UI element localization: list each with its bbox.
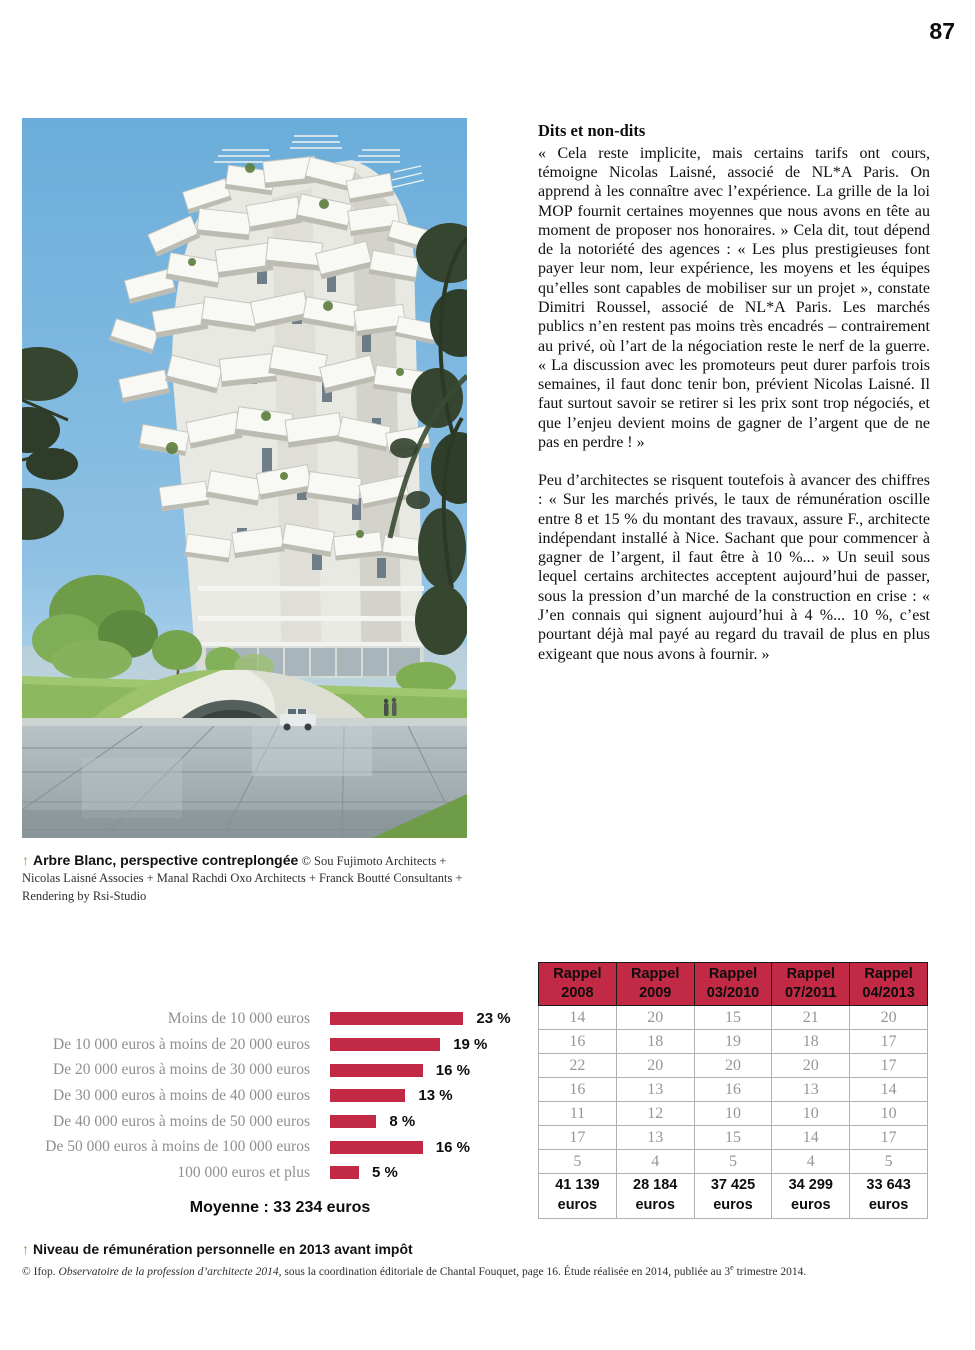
table-cell: 10: [772, 1102, 850, 1126]
table-cell: 20: [772, 1054, 850, 1078]
photo-caption-credits: © Sou Fujimoto Architects + Nicolas Laisné Associes + Manal Rachdi Oxo Architects + Franck Boutté Consultants + Rendering by Rsi-Studio: [22, 854, 463, 903]
table-cell: 15: [694, 1126, 772, 1150]
table-cell: 20: [694, 1054, 772, 1078]
chart-row-label: De 40 000 euros à moins de 50 000 euros: [53, 1112, 310, 1130]
table-cell: 22: [539, 1054, 617, 1078]
table-cell: 5: [850, 1150, 928, 1174]
chart-row-value: 13 %: [418, 1087, 453, 1105]
table-cell: 16: [694, 1078, 772, 1102]
chart-row-bar: [330, 1064, 423, 1077]
rappel-table-body: [539, 1006, 928, 1174]
chart-row-bar: [330, 1089, 405, 1102]
table-cell: 17: [539, 1126, 617, 1150]
table-header-cell: Rappel 07/2011: [772, 963, 850, 1006]
table-cell: 18: [616, 1030, 694, 1054]
table-cell: 14: [850, 1078, 928, 1102]
chart-row-bar: [330, 1141, 423, 1154]
table-header-row: [539, 963, 928, 1006]
footnote-credit-prefix: © Ifop.: [22, 1265, 59, 1278]
footnote-credit: [22, 1263, 962, 1278]
table-row: [539, 1078, 928, 1102]
table-cell: 5: [539, 1150, 617, 1174]
chart-row-value: 8 %: [389, 1113, 416, 1131]
table-row: [539, 1102, 928, 1126]
income-chart: [22, 1006, 538, 1217]
table-row: [539, 1126, 928, 1150]
chart-row: [22, 1032, 538, 1058]
chart-row-value: 19 %: [453, 1036, 488, 1054]
footnote-title-line: [22, 1241, 962, 1259]
chart-row-value: 23 %: [476, 1010, 511, 1028]
footnote-title: Niveau de rémunération personnelle en 2013 avant impôt: [33, 1241, 413, 1257]
income-chart-rows: [22, 1006, 538, 1186]
table-cell: 13: [772, 1078, 850, 1102]
table-cell: 14: [772, 1126, 850, 1150]
chart-row: [22, 1083, 538, 1109]
photo-caption: [22, 851, 474, 905]
chart-average: Moyenne : 33 234 euros: [189, 1198, 371, 1216]
table-cell: 17: [850, 1030, 928, 1054]
article-paragraph-2: Peu d’architectes se risquent toutefois à avancer des chiffres : « Sur les marchés privés, le taux de rémunération oscille entre 8 et 15 % du montant des travaux, assure F., architecte indépendant installé à Nice. Sachant que pour commencer à gagner de l’argent, il faut être à 10 %... » Un seuil sous lequel certains architectes acceptent aujourd’hui de passer, sous la pression d’un marché de la construction en crise : « J’en connais qui signent aujourd’hui à 4 %... 10 %, c’est pourtant déjà mal payé au regard du travail de plus en plus exigeant que nous avons à fournir. »: [538, 472, 930, 663]
table-row: [539, 1150, 928, 1174]
table-header-cell: Rappel 2009: [616, 963, 694, 1006]
page-number: 87: [929, 18, 955, 44]
table-cell: 16: [539, 1030, 617, 1054]
table-footer-cell: 37 425 euros: [694, 1174, 772, 1219]
chart-row-label: De 50 000 euros à moins de 100 000 euros: [45, 1138, 310, 1156]
table-cell: 14: [539, 1006, 617, 1030]
up-arrow-icon: ↑: [22, 1241, 29, 1257]
table-footer-cell: 33 643 euros: [850, 1174, 928, 1219]
building-photo: [22, 118, 467, 838]
footnote-credit-end: trimestre 2014.: [733, 1265, 807, 1278]
table-cell: 4: [772, 1150, 850, 1174]
table-cell: 20: [616, 1006, 694, 1030]
chart-row-bar: [330, 1166, 359, 1179]
table-cell: 11: [539, 1102, 617, 1126]
chart-row-value: 16 %: [435, 1138, 470, 1156]
table-cell: 21: [772, 1006, 850, 1030]
table-header-cell: Rappel 03/2010: [694, 963, 772, 1006]
rappel-table: [538, 962, 928, 1219]
table-row: [539, 1006, 928, 1030]
table-cell: 13: [616, 1126, 694, 1150]
chart-row-label: De 20 000 euros à moins de 30 000 euros: [53, 1061, 310, 1079]
table-cell: 20: [850, 1006, 928, 1030]
table-cell: 20: [616, 1054, 694, 1078]
table-cell: 12: [616, 1102, 694, 1126]
table-cell: 16: [539, 1078, 617, 1102]
table-row: [539, 1054, 928, 1078]
table-cell: 18: [772, 1030, 850, 1054]
article-paragraph-1: « Cela reste implicite, mais certains tarifs ont cours, témoigne Nicolas Laisné, associé de NL*A Paris. On apprend à les connaître avec l’expérience. La grille de la loi MOP fournit certaines moyennes que nous avons en tête au moment de proposer nos honoraires. » Cela dit, tout dépend de la notoriété des agences : « Les plus prestigieuses font payer leur nom, leur expérience, les moyens et les équipes qu’elles sont capables de mobiliser sur un projet », constate Dimitri Roussel, associé de NL*A Paris. Les marchés publics n’en restent pas moins très encadrés – contrairement au privé, où l’art de la négociation reste le nerf de la guerre. « La discussion avec les promoteurs peut durer parfois trois semaines, il faut donc tenir bon, prévient Nicolas Laisné. Il faut surtout savoir se retirer si les prix sont trop négociés, et que l’enjeu devient moins de gagner de l’argent que de ne pas en perdre ! »: [538, 144, 930, 451]
plaza-pavement: [22, 718, 467, 838]
table-cell: 10: [694, 1102, 772, 1126]
chart-footnote: [22, 1241, 962, 1278]
footnote-credit-mid: , sous la coordination éditoriale de Chantal Fouquet, page 16. Étude réalisée en 2014, publiée au 3: [278, 1265, 731, 1278]
table-cell: 5: [694, 1150, 772, 1174]
table-cell: 4: [616, 1150, 694, 1174]
table-footer-row: [539, 1174, 928, 1219]
chart-row-label: De 10 000 euros à moins de 20 000 euros: [53, 1035, 310, 1053]
chart-row: [22, 1160, 538, 1186]
table-cell: 10: [850, 1102, 928, 1126]
chart-row-label: Moins de 10 000 euros: [167, 1009, 310, 1027]
table-cell: 19: [694, 1030, 772, 1054]
table-footer-cell: 28 184 euros: [616, 1174, 694, 1219]
chart-row-value: 16 %: [435, 1061, 470, 1079]
table-header-cell: Rappel 04/2013: [850, 963, 928, 1006]
table-header-cell: Rappel 2008: [539, 963, 617, 1006]
chart-row: [22, 1134, 538, 1160]
table-cell: 17: [850, 1126, 928, 1150]
table-cell: 15: [694, 1006, 772, 1030]
building-photo-illustration: [22, 118, 467, 838]
chart-row: [22, 1109, 538, 1135]
chart-row-bar: [330, 1115, 376, 1128]
chart-row: [22, 1006, 538, 1032]
chart-row-bar: [330, 1038, 440, 1051]
article-heading: Dits et non-dits: [538, 121, 646, 140]
table-footer-cell: 41 139 euros: [539, 1174, 617, 1219]
table-row: [539, 1030, 928, 1054]
rappel-table-head: [539, 963, 928, 1006]
chart-row-value: 5 %: [372, 1164, 398, 1182]
table-cell: 17: [850, 1054, 928, 1078]
footnote-credit-italic: Observatoire de la profession d’architecte 2014: [58, 1265, 279, 1278]
footnote-credit-sup: e: [730, 1263, 734, 1272]
chart-row-bar: [330, 1012, 463, 1025]
chart-row: [22, 1057, 538, 1083]
chart-row-label: De 30 000 euros à moins de 40 000 euros: [53, 1086, 310, 1104]
up-arrow-icon: ↑: [22, 852, 29, 868]
photo-caption-title: Arbre Blanc, perspective contreplongée: [33, 852, 299, 868]
table-footer-cell: 34 299 euros: [772, 1174, 850, 1219]
rappel-table-foot: [539, 1174, 928, 1219]
chart-row-label: 100 000 euros et plus: [177, 1163, 310, 1181]
table-cell: 13: [616, 1078, 694, 1102]
article-column: [538, 121, 930, 664]
